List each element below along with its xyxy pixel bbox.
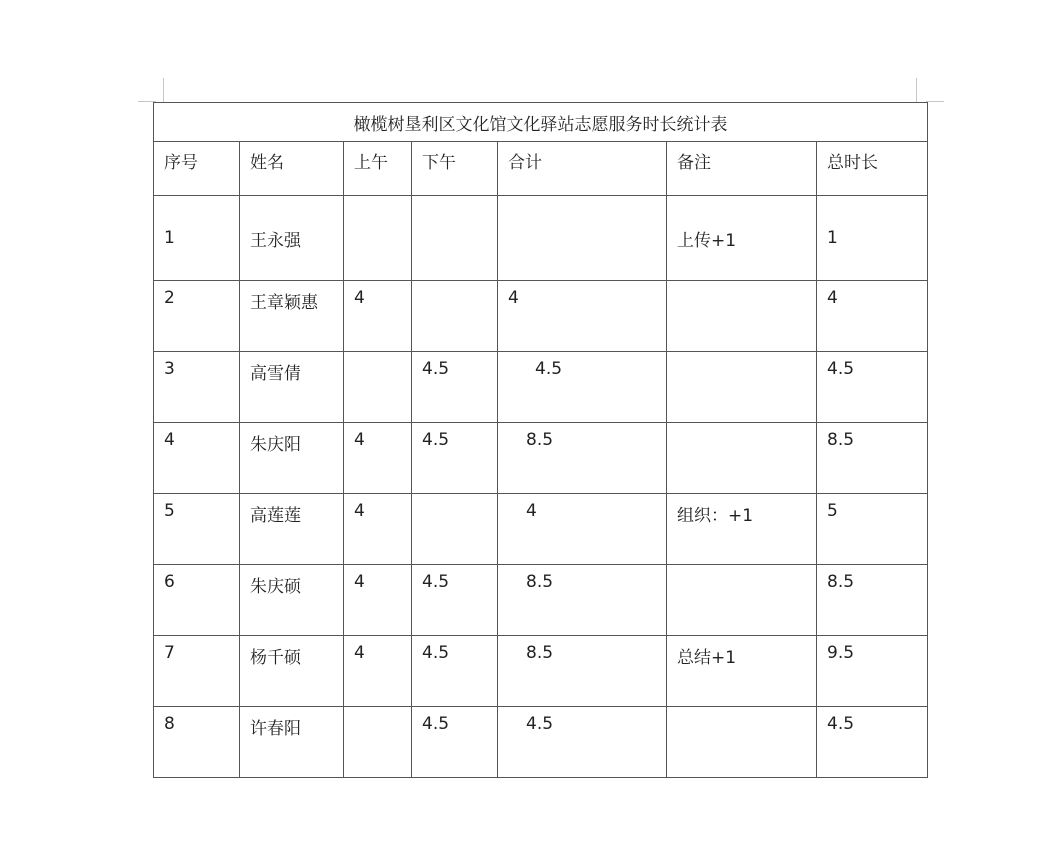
cell-index: 3 — [154, 352, 240, 423]
volunteer-hours-table — [153, 102, 928, 778]
cell-index: 7 — [154, 636, 240, 707]
table-title: 橄榄树垦利区文化馆文化驿站志愿服务时长统计表 — [154, 103, 928, 142]
cell-total: 4.5 — [817, 352, 928, 423]
cell-index: 8 — [154, 707, 240, 778]
cell-note — [667, 707, 817, 778]
cell-index: 6 — [154, 565, 240, 636]
cell-afternoon: 4.5 — [412, 352, 498, 423]
cell-note: 上传+1 — [667, 196, 817, 281]
header-cell-name: 姓名 — [240, 142, 344, 196]
cell-note — [667, 281, 817, 352]
cell-sum: 8.5 — [498, 565, 667, 636]
header-cell-afternoon: 下午 — [412, 142, 498, 196]
header-cell-morning: 上午 — [344, 142, 412, 196]
cell-name: 朱庆硕 — [240, 565, 344, 636]
cell-index: 1 — [154, 196, 240, 281]
cell-index: 4 — [154, 423, 240, 494]
cell-afternoon — [412, 494, 498, 565]
cell-name: 杨千硕 — [240, 636, 344, 707]
cell-name: 王章颖惠 — [240, 281, 344, 352]
cell-total: 8.5 — [817, 423, 928, 494]
cell-sum: 4 — [498, 494, 667, 565]
cell-sum: 8.5 — [498, 423, 667, 494]
cell-index: 5 — [154, 494, 240, 565]
cell-total: 9.5 — [817, 636, 928, 707]
margin-guide-top-right — [916, 78, 917, 102]
cell-morning: 4 — [344, 494, 412, 565]
margin-guide-right — [926, 101, 944, 102]
header-cell-total: 总时长 — [817, 142, 928, 196]
table-row — [154, 352, 928, 423]
cell-note — [667, 423, 817, 494]
cell-morning — [344, 196, 412, 281]
cell-total: 8.5 — [817, 565, 928, 636]
header-cell-index: 序号 — [154, 142, 240, 196]
cell-morning: 4 — [344, 423, 412, 494]
cell-sum — [498, 196, 667, 281]
header-cell-note: 备注 — [667, 142, 817, 196]
cell-morning — [344, 707, 412, 778]
cell-total: 4.5 — [817, 707, 928, 778]
cell-name: 高雪倩 — [240, 352, 344, 423]
cell-index: 2 — [154, 281, 240, 352]
cell-note — [667, 352, 817, 423]
cell-name: 高莲莲 — [240, 494, 344, 565]
table-row — [154, 707, 928, 778]
cell-total: 1 — [817, 196, 928, 281]
cell-name: 许春阳 — [240, 707, 344, 778]
cell-sum: 8.5 — [498, 636, 667, 707]
cell-afternoon: 4.5 — [412, 423, 498, 494]
title-row — [154, 103, 928, 142]
cell-morning: 4 — [344, 636, 412, 707]
cell-morning — [344, 352, 412, 423]
cell-afternoon: 4.5 — [412, 636, 498, 707]
margin-guide-top-left — [163, 78, 164, 102]
cell-sum: 4.5 — [498, 707, 667, 778]
table-row — [154, 565, 928, 636]
cell-afternoon: 4.5 — [412, 565, 498, 636]
table-row — [154, 636, 928, 707]
cell-sum: 4 — [498, 281, 667, 352]
cell-sum: 4.5 — [498, 352, 667, 423]
table-row — [154, 494, 928, 565]
table-row — [154, 423, 928, 494]
header-cell-sum: 合计 — [498, 142, 667, 196]
cell-afternoon — [412, 281, 498, 352]
cell-morning: 4 — [344, 281, 412, 352]
cell-afternoon: 4.5 — [412, 707, 498, 778]
cell-note — [667, 565, 817, 636]
cell-name: 王永强 — [240, 196, 344, 281]
cell-total: 5 — [817, 494, 928, 565]
cell-note: 组织：+1 — [667, 494, 817, 565]
table-row — [154, 196, 928, 281]
cell-total: 4 — [817, 281, 928, 352]
cell-note: 总结+1 — [667, 636, 817, 707]
cell-name: 朱庆阳 — [240, 423, 344, 494]
cell-morning: 4 — [344, 565, 412, 636]
header-row — [154, 142, 928, 196]
cell-afternoon — [412, 196, 498, 281]
table-row — [154, 281, 928, 352]
